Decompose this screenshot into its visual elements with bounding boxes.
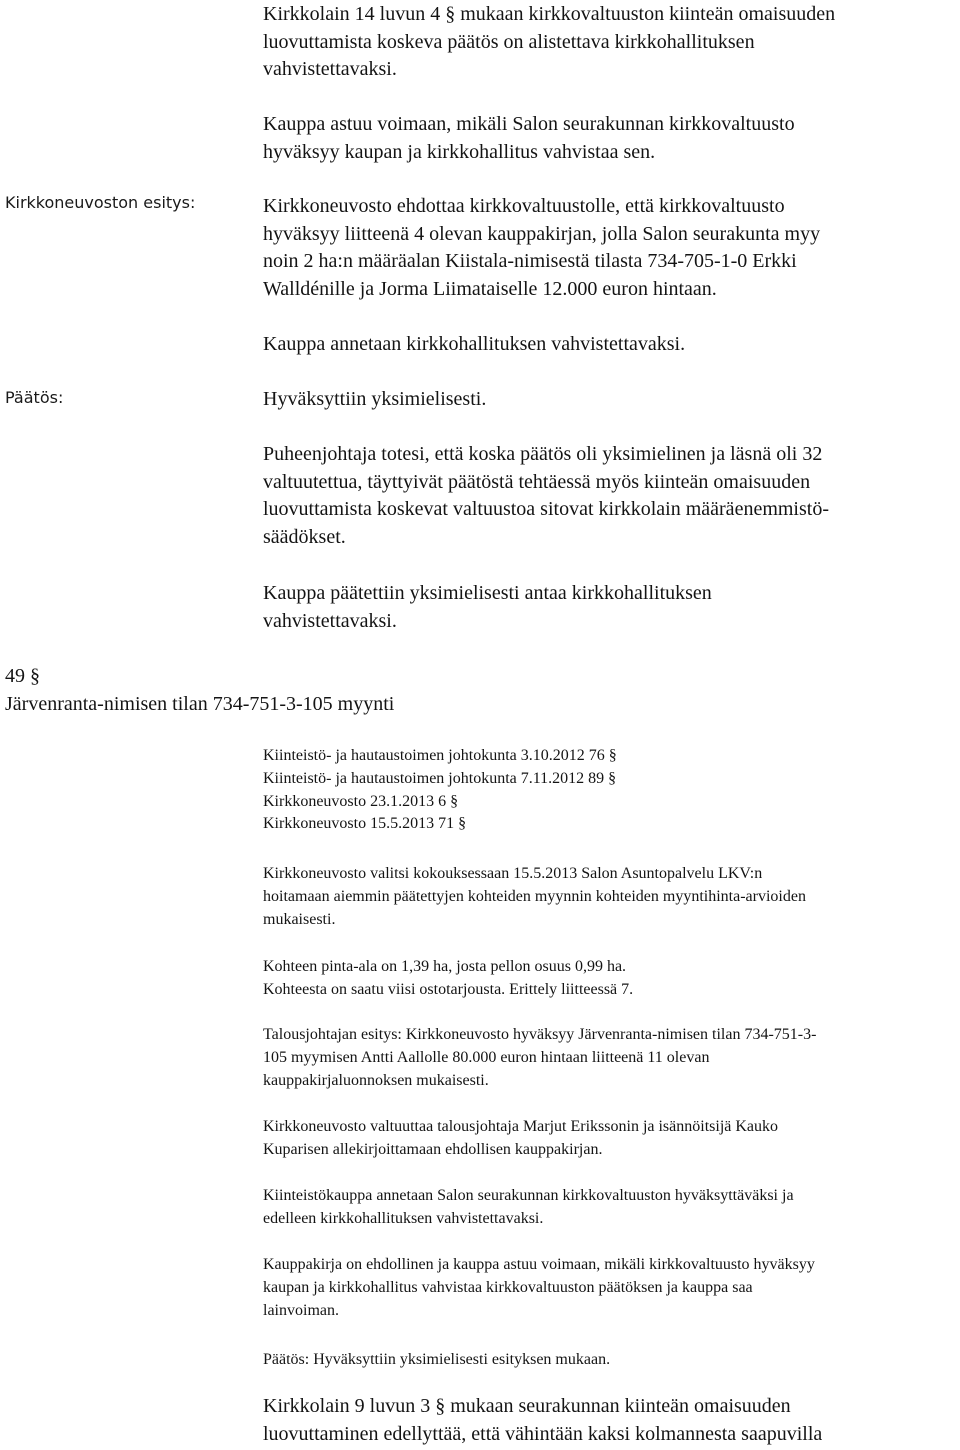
- body-paragraph-authorization: Kirkkoneuvosto valtuuttaa talousjohtaja Marjut Erikssonin ja isännöitsijä Kauko Kuparisen allekirjoittamaan ehdollisen kauppakirjan.: [263, 1118, 779, 1158]
- body-paragraph-decision: Päätös: Hyväksyttiin yksimielisesti esityksen mukaan.: [263, 1351, 611, 1368]
- body-paragraph-area: Kohteen pinta-ala on 1,39 ha, josta pellon osuus 0,99 ha. Kohteesta on saatu viisi ostotarjousta. Erittely liitteessä 7.: [263, 958, 634, 998]
- decision-label: Päätös:: [5, 388, 64, 407]
- decision-text: Hyväksyttiin yksimielisesti.: [263, 388, 487, 410]
- body-paragraph-agent: Kirkkoneuvosto valitsi kokouksessaan 15.5.2013 Salon Asuntopalvelu LKV:n hoitamaan aiemmin päätettyjen kohteiden myynnin kohteiden myyntihinta-arvioiden mukaisesti.: [263, 865, 806, 928]
- body-paragraph-approval: Kiinteistökauppa annetaan Salon seurakunnan kirkkovaltuuston hyväksyttäväksi ja edelleen kirkkohallituksen vahvistettavaksi.: [263, 1187, 794, 1227]
- decision-confirmation: Kauppa päätettiin yksimielisesti antaa kirkkohallituksen vahvistettavaksi.: [263, 582, 712, 632]
- proposal-confirmation: Kauppa annetaan kirkkohallituksen vahvistettavaksi.: [263, 333, 686, 355]
- proposal-text: Kirkkoneuvosto ehdottaa kirkkovaltuustolle, että kirkkovaltuusto hyväksyy liitteenä 4 olevan kauppakirjan, jolla Salon seurakunta myy noin 2 ha:n määräalan Kiistala-nimisestä tilasta 734-705-1-0 Erkki Walldénille ja Jorma Liimataiselle 12.000 euron hintaan.: [263, 195, 821, 300]
- proposal-label: Kirkkoneuvoston esitys:: [5, 193, 196, 212]
- body-paragraph-conditional: Kauppakirja on ehdollinen ja kauppa astuu voimaan, mikäli kirkkovaltuusto hyväksyy kaupan ja kirkkohallitus vahvistaa kirkkovaltuuston päätöksen ja kauppa saa lainvoiman.: [263, 1256, 815, 1319]
- paragraph-church-law: Kirkkolain 9 luvun 3 § mukaan seurakunnan kiinteän omaisuuden luovuttaminen edellyttää, että vähintään kaksi kolmannesta saapuvilla: [263, 1395, 823, 1445]
- body-paragraph-cfo-proposal: Talousjohtajan esitys: Kirkkoneuvosto hyväksyy Järvenranta-nimisen tilan 734-751-3- 105 myymisen Antti Aallolle 80.000 euron hintaan liitteenä 11 olevan kauppakirjaluonnoksen mukaisesti.: [263, 1026, 817, 1089]
- paragraph-confirmation-requirement: Kirkkolain 14 luvun 4 § mukaan kirkkovaltuuston kiinteän omaisuuden luovuttamista koskeva päätös on alistettava kirkkohallituksen vahvistettavaksi.: [263, 3, 836, 80]
- paragraph-sale-validity: Kauppa astuu voimaan, mikäli Salon seurakunnan kirkkovaltuusto hyväksyy kaupan ja kirkkohallitus vahvistaa sen.: [263, 113, 795, 163]
- reference-list: Kiinteistö- ja hautaustoimen johtokunta 3.10.2012 76 § Kiinteistö- ja hautaustoimen johtokunta 7.11.2012 89 § Kirkkoneuvosto 23.1.2013 6 § Kirkkoneuvosto 15.5.2013 71 §: [263, 747, 617, 833]
- section-title: Järvenranta-nimisen tilan 734-751-3-105 myynti: [5, 693, 395, 715]
- section-number: 49 §: [5, 665, 40, 687]
- chair-statement: Puheenjohtaja totesi, että koska päätös oli yksimielinen ja läsnä oli 32 valtuutettua, täyttyivät päätöstä tehtäessä myös kiinteän omaisuuden luovuttamista koskevat valtuustoa sitovat kirkkolain määräenemmistö- säädökset.: [263, 443, 829, 548]
